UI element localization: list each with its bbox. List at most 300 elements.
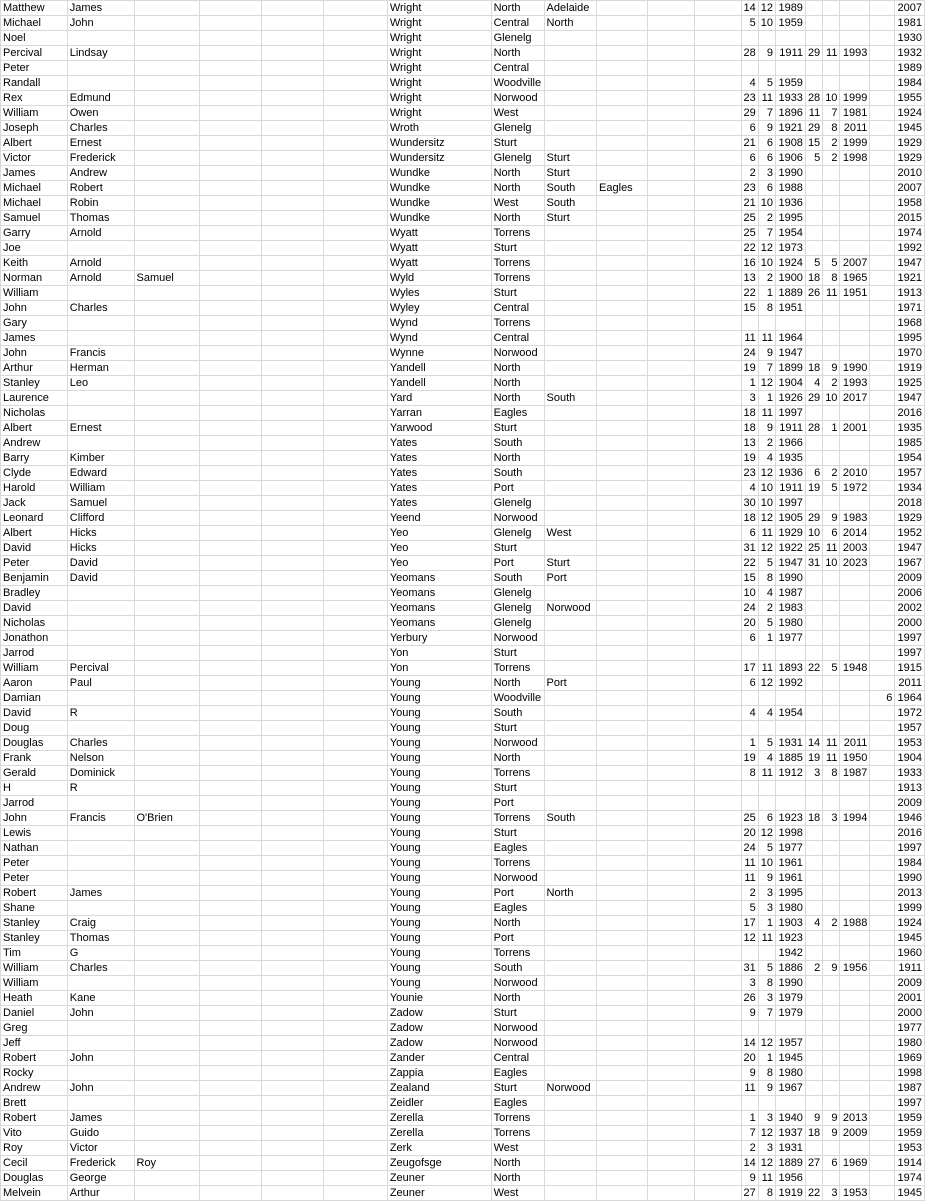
cell-club3[interactable] bbox=[597, 46, 648, 61]
cell-x6[interactable] bbox=[870, 1171, 895, 1186]
cell-middle-name[interactable]: William bbox=[67, 481, 134, 496]
cell-third-name[interactable] bbox=[134, 526, 200, 541]
cell-x3[interactable] bbox=[324, 271, 388, 286]
cell-x2[interactable] bbox=[262, 1081, 324, 1096]
cell-x2[interactable] bbox=[262, 856, 324, 871]
cell-first-name[interactable]: Jarrod bbox=[1, 646, 68, 661]
cell-x5[interactable] bbox=[695, 1081, 741, 1096]
cell-x3[interactable] bbox=[324, 736, 388, 751]
cell-first-name[interactable]: Benjamin bbox=[1, 571, 68, 586]
cell-x1[interactable] bbox=[200, 211, 262, 226]
cell-death-day[interactable] bbox=[805, 1021, 822, 1036]
cell-middle-name[interactable]: Charles bbox=[67, 736, 134, 751]
cell-birth-year[interactable] bbox=[776, 691, 806, 706]
cell-birth-day[interactable]: 9 bbox=[741, 1006, 758, 1021]
cell-x5[interactable] bbox=[695, 1171, 741, 1186]
cell-surname[interactable]: Yates bbox=[387, 496, 491, 511]
cell-birth-day[interactable]: 4 bbox=[741, 76, 758, 91]
cell-middle-name[interactable]: Nelson bbox=[67, 751, 134, 766]
cell-club2[interactable]: Norwood bbox=[544, 1081, 597, 1096]
cell-x5[interactable] bbox=[695, 331, 741, 346]
cell-x3[interactable] bbox=[324, 841, 388, 856]
cell-x5[interactable] bbox=[695, 256, 741, 271]
cell-middle-name[interactable] bbox=[67, 631, 134, 646]
cell-birth-day[interactable]: 25 bbox=[741, 811, 758, 826]
cell-x1[interactable] bbox=[200, 421, 262, 436]
cell-x4[interactable] bbox=[648, 1081, 695, 1096]
cell-club3[interactable] bbox=[597, 76, 648, 91]
cell-third-name[interactable] bbox=[134, 106, 200, 121]
cell-death-month[interactable] bbox=[823, 1081, 840, 1096]
cell-surname[interactable]: Wyatt bbox=[387, 226, 491, 241]
cell-death-day[interactable] bbox=[805, 931, 822, 946]
cell-middle-name[interactable]: Clifford bbox=[67, 511, 134, 526]
cell-first-year[interactable]: 2016 bbox=[895, 826, 925, 841]
cell-x1[interactable] bbox=[200, 436, 262, 451]
cell-club2[interactable] bbox=[544, 721, 597, 736]
cell-club3[interactable] bbox=[597, 841, 648, 856]
cell-first-name[interactable]: Andrew bbox=[1, 1081, 68, 1096]
cell-birth-day[interactable]: 9 bbox=[741, 1171, 758, 1186]
cell-x3[interactable] bbox=[324, 496, 388, 511]
cell-x3[interactable] bbox=[324, 361, 388, 376]
cell-middle-name[interactable] bbox=[67, 856, 134, 871]
cell-third-name[interactable] bbox=[134, 1081, 200, 1096]
cell-club[interactable]: Torrens bbox=[491, 256, 544, 271]
cell-birth-month[interactable]: 11 bbox=[758, 766, 775, 781]
cell-middle-name[interactable]: Dominick bbox=[67, 766, 134, 781]
cell-club[interactable]: North bbox=[491, 991, 544, 1006]
cell-x6[interactable] bbox=[870, 826, 895, 841]
cell-birth-year[interactable]: 1935 bbox=[776, 451, 806, 466]
cell-x1[interactable] bbox=[200, 121, 262, 136]
cell-x3[interactable] bbox=[324, 886, 388, 901]
cell-x4[interactable] bbox=[648, 646, 695, 661]
cell-surname[interactable]: Yarran bbox=[387, 406, 491, 421]
cell-death-day[interactable]: 22 bbox=[805, 1186, 822, 1201]
cell-birth-month[interactable] bbox=[758, 1021, 775, 1036]
cell-x1[interactable] bbox=[200, 46, 262, 61]
cell-club3[interactable] bbox=[597, 331, 648, 346]
cell-x6[interactable] bbox=[870, 751, 895, 766]
cell-x6[interactable] bbox=[870, 871, 895, 886]
cell-club2[interactable]: Sturt bbox=[544, 556, 597, 571]
cell-first-name[interactable]: Gary bbox=[1, 316, 68, 331]
cell-club[interactable]: Glenelg bbox=[491, 31, 544, 46]
cell-first-year[interactable]: 1968 bbox=[895, 316, 925, 331]
cell-death-month[interactable] bbox=[823, 871, 840, 886]
cell-club2[interactable] bbox=[544, 1156, 597, 1171]
cell-death-month[interactable] bbox=[823, 1051, 840, 1066]
cell-death-month[interactable]: 2 bbox=[823, 376, 840, 391]
cell-death-year[interactable] bbox=[840, 856, 870, 871]
cell-club3[interactable] bbox=[597, 751, 648, 766]
cell-first-name[interactable]: Clyde bbox=[1, 466, 68, 481]
cell-x5[interactable] bbox=[695, 646, 741, 661]
cell-x6[interactable] bbox=[870, 886, 895, 901]
cell-surname[interactable]: Young bbox=[387, 781, 491, 796]
cell-death-year[interactable] bbox=[840, 601, 870, 616]
cell-birth-month[interactable]: 9 bbox=[758, 871, 775, 886]
cell-x1[interactable] bbox=[200, 286, 262, 301]
cell-birth-month[interactable] bbox=[758, 946, 775, 961]
cell-club2[interactable] bbox=[544, 706, 597, 721]
cell-x3[interactable] bbox=[324, 541, 388, 556]
cell-x2[interactable] bbox=[262, 316, 324, 331]
cell-club2[interactable]: Norwood bbox=[544, 601, 597, 616]
cell-birth-year[interactable]: 1992 bbox=[776, 676, 806, 691]
cell-x3[interactable] bbox=[324, 436, 388, 451]
cell-third-name[interactable] bbox=[134, 451, 200, 466]
cell-x5[interactable] bbox=[695, 391, 741, 406]
cell-middle-name[interactable]: Percival bbox=[67, 661, 134, 676]
cell-x2[interactable] bbox=[262, 181, 324, 196]
cell-birth-day[interactable]: 1 bbox=[741, 736, 758, 751]
cell-first-name[interactable]: William bbox=[1, 976, 68, 991]
cell-death-month[interactable] bbox=[823, 931, 840, 946]
cell-x6[interactable] bbox=[870, 226, 895, 241]
cell-surname[interactable]: Young bbox=[387, 811, 491, 826]
cell-death-year[interactable] bbox=[840, 1006, 870, 1021]
cell-middle-name[interactable]: Charles bbox=[67, 961, 134, 976]
cell-x5[interactable] bbox=[695, 961, 741, 976]
cell-x5[interactable] bbox=[695, 91, 741, 106]
cell-death-day[interactable] bbox=[805, 451, 822, 466]
cell-birth-day[interactable] bbox=[741, 781, 758, 796]
cell-first-name[interactable]: Robert bbox=[1, 1051, 68, 1066]
cell-birth-year[interactable]: 1966 bbox=[776, 436, 806, 451]
cell-death-year[interactable]: 1999 bbox=[840, 91, 870, 106]
cell-surname[interactable]: Zeuner bbox=[387, 1171, 491, 1186]
cell-birth-day[interactable]: 30 bbox=[741, 496, 758, 511]
cell-club3[interactable] bbox=[597, 511, 648, 526]
cell-surname[interactable]: Young bbox=[387, 931, 491, 946]
cell-club[interactable]: Glenelg bbox=[491, 586, 544, 601]
cell-x4[interactable] bbox=[648, 1036, 695, 1051]
cell-x4[interactable] bbox=[648, 871, 695, 886]
cell-death-day[interactable] bbox=[805, 241, 822, 256]
cell-birth-day[interactable] bbox=[741, 31, 758, 46]
cell-middle-name[interactable] bbox=[67, 976, 134, 991]
cell-surname[interactable]: Young bbox=[387, 751, 491, 766]
cell-first-year[interactable]: 1913 bbox=[895, 286, 925, 301]
cell-x2[interactable] bbox=[262, 646, 324, 661]
cell-birth-month[interactable]: 4 bbox=[758, 751, 775, 766]
cell-birth-year[interactable]: 1931 bbox=[776, 1141, 806, 1156]
cell-club[interactable]: Port bbox=[491, 556, 544, 571]
cell-death-month[interactable] bbox=[823, 706, 840, 721]
cell-club2[interactable] bbox=[544, 901, 597, 916]
cell-first-name[interactable]: Vito bbox=[1, 1126, 68, 1141]
cell-death-month[interactable] bbox=[823, 1141, 840, 1156]
cell-x1[interactable] bbox=[200, 451, 262, 466]
cell-first-year[interactable]: 1953 bbox=[895, 1141, 925, 1156]
cell-x6[interactable] bbox=[870, 121, 895, 136]
cell-death-day[interactable] bbox=[805, 586, 822, 601]
cell-third-name[interactable] bbox=[134, 1021, 200, 1036]
cell-birth-day[interactable]: 7 bbox=[741, 1126, 758, 1141]
cell-x2[interactable] bbox=[262, 721, 324, 736]
cell-death-month[interactable] bbox=[823, 301, 840, 316]
cell-x5[interactable] bbox=[695, 166, 741, 181]
cell-x6[interactable] bbox=[870, 1156, 895, 1171]
cell-x5[interactable] bbox=[695, 286, 741, 301]
cell-first-name[interactable]: James bbox=[1, 166, 68, 181]
cell-death-year[interactable]: 1965 bbox=[840, 271, 870, 286]
cell-x4[interactable] bbox=[648, 766, 695, 781]
cell-surname[interactable]: Yerbury bbox=[387, 631, 491, 646]
cell-club2[interactable] bbox=[544, 1066, 597, 1081]
cell-death-year[interactable]: 2011 bbox=[840, 121, 870, 136]
cell-first-name[interactable]: Peter bbox=[1, 871, 68, 886]
cell-third-name[interactable] bbox=[134, 16, 200, 31]
cell-first-year[interactable]: 2000 bbox=[895, 616, 925, 631]
cell-x5[interactable] bbox=[695, 811, 741, 826]
cell-birth-year[interactable]: 1945 bbox=[776, 1051, 806, 1066]
cell-x6[interactable] bbox=[870, 181, 895, 196]
cell-x4[interactable] bbox=[648, 931, 695, 946]
cell-first-year[interactable]: 1921 bbox=[895, 271, 925, 286]
cell-third-name[interactable] bbox=[134, 286, 200, 301]
cell-x2[interactable] bbox=[262, 1141, 324, 1156]
cell-x4[interactable] bbox=[648, 736, 695, 751]
cell-x3[interactable] bbox=[324, 376, 388, 391]
cell-x4[interactable] bbox=[648, 421, 695, 436]
cell-x1[interactable] bbox=[200, 376, 262, 391]
cell-death-month[interactable]: 6 bbox=[823, 526, 840, 541]
cell-third-name[interactable] bbox=[134, 436, 200, 451]
cell-club[interactable]: Norwood bbox=[491, 91, 544, 106]
cell-club3[interactable] bbox=[597, 826, 648, 841]
cell-birth-day[interactable]: 19 bbox=[741, 451, 758, 466]
cell-club3[interactable] bbox=[597, 556, 648, 571]
cell-club3[interactable] bbox=[597, 766, 648, 781]
cell-club2[interactable]: North bbox=[544, 886, 597, 901]
cell-death-day[interactable] bbox=[805, 1006, 822, 1021]
cell-first-name[interactable]: Rex bbox=[1, 91, 68, 106]
cell-death-month[interactable] bbox=[823, 31, 840, 46]
cell-birth-year[interactable]: 1900 bbox=[776, 271, 806, 286]
cell-x6[interactable] bbox=[870, 841, 895, 856]
cell-death-day[interactable] bbox=[805, 211, 822, 226]
cell-death-day[interactable]: 3 bbox=[805, 766, 822, 781]
cell-third-name[interactable] bbox=[134, 316, 200, 331]
cell-x4[interactable] bbox=[648, 226, 695, 241]
cell-surname[interactable]: Wyld bbox=[387, 271, 491, 286]
cell-x2[interactable] bbox=[262, 1006, 324, 1021]
cell-death-year[interactable]: 2007 bbox=[840, 256, 870, 271]
cell-club3[interactable] bbox=[597, 316, 648, 331]
cell-first-name[interactable]: Cecil bbox=[1, 1156, 68, 1171]
cell-death-month[interactable]: 2 bbox=[823, 916, 840, 931]
cell-third-name[interactable] bbox=[134, 586, 200, 601]
cell-death-month[interactable] bbox=[823, 211, 840, 226]
cell-birth-year[interactable]: 1990 bbox=[776, 571, 806, 586]
cell-third-name[interactable] bbox=[134, 916, 200, 931]
cell-birth-month[interactable]: 5 bbox=[758, 961, 775, 976]
cell-club3[interactable] bbox=[597, 226, 648, 241]
cell-x4[interactable] bbox=[648, 796, 695, 811]
cell-club[interactable]: Sturt bbox=[491, 541, 544, 556]
cell-middle-name[interactable] bbox=[67, 871, 134, 886]
cell-middle-name[interactable]: John bbox=[67, 1006, 134, 1021]
cell-birth-month[interactable]: 5 bbox=[758, 76, 775, 91]
cell-middle-name[interactable]: Francis bbox=[67, 346, 134, 361]
cell-club2[interactable] bbox=[544, 61, 597, 76]
cell-surname[interactable]: Yeo bbox=[387, 541, 491, 556]
cell-club[interactable]: South bbox=[491, 571, 544, 586]
cell-death-day[interactable] bbox=[805, 631, 822, 646]
cell-surname[interactable]: Yates bbox=[387, 466, 491, 481]
cell-club3[interactable] bbox=[597, 976, 648, 991]
cell-x3[interactable] bbox=[324, 616, 388, 631]
cell-x5[interactable] bbox=[695, 616, 741, 631]
cell-death-day[interactable]: 4 bbox=[805, 376, 822, 391]
cell-x1[interactable] bbox=[200, 1141, 262, 1156]
cell-death-year[interactable]: 2017 bbox=[840, 391, 870, 406]
cell-club3[interactable] bbox=[597, 541, 648, 556]
cell-middle-name[interactable]: Owen bbox=[67, 106, 134, 121]
cell-death-day[interactable]: 18 bbox=[805, 361, 822, 376]
cell-death-month[interactable] bbox=[823, 76, 840, 91]
cell-middle-name[interactable] bbox=[67, 901, 134, 916]
cell-x4[interactable] bbox=[648, 301, 695, 316]
cell-birth-month[interactable]: 10 bbox=[758, 256, 775, 271]
cell-first-name[interactable]: Jack bbox=[1, 496, 68, 511]
cell-club[interactable]: Norwood bbox=[491, 1036, 544, 1051]
cell-club2[interactable] bbox=[544, 301, 597, 316]
cell-birth-year[interactable]: 1997 bbox=[776, 496, 806, 511]
cell-birth-year[interactable] bbox=[776, 1096, 806, 1111]
cell-death-year[interactable] bbox=[840, 1066, 870, 1081]
cell-birth-day[interactable]: 6 bbox=[741, 121, 758, 136]
cell-middle-name[interactable]: Samuel bbox=[67, 496, 134, 511]
cell-x1[interactable] bbox=[200, 406, 262, 421]
cell-death-month[interactable] bbox=[823, 841, 840, 856]
cell-club2[interactable] bbox=[544, 511, 597, 526]
cell-surname[interactable]: Young bbox=[387, 691, 491, 706]
cell-third-name[interactable] bbox=[134, 646, 200, 661]
cell-club3[interactable] bbox=[597, 646, 648, 661]
cell-x4[interactable] bbox=[648, 106, 695, 121]
cell-death-month[interactable]: 2 bbox=[823, 136, 840, 151]
cell-birth-year[interactable]: 1933 bbox=[776, 91, 806, 106]
cell-club[interactable]: North bbox=[491, 376, 544, 391]
cell-club[interactable]: Glenelg bbox=[491, 121, 544, 136]
cell-death-month[interactable] bbox=[823, 856, 840, 871]
cell-x6[interactable] bbox=[870, 1126, 895, 1141]
cell-death-day[interactable]: 19 bbox=[805, 751, 822, 766]
cell-birth-year[interactable]: 1908 bbox=[776, 136, 806, 151]
cell-middle-name[interactable] bbox=[67, 406, 134, 421]
cell-death-month[interactable] bbox=[823, 16, 840, 31]
cell-birth-day[interactable]: 11 bbox=[741, 856, 758, 871]
cell-club2[interactable] bbox=[544, 226, 597, 241]
cell-x3[interactable] bbox=[324, 826, 388, 841]
cell-club[interactable]: West bbox=[491, 1186, 544, 1201]
cell-first-year[interactable]: 1959 bbox=[895, 1111, 925, 1126]
cell-death-month[interactable] bbox=[823, 796, 840, 811]
cell-first-year[interactable]: 1999 bbox=[895, 901, 925, 916]
cell-middle-name[interactable]: Guido bbox=[67, 1126, 134, 1141]
cell-death-month[interactable] bbox=[823, 826, 840, 841]
cell-x6[interactable] bbox=[870, 571, 895, 586]
cell-club3[interactable] bbox=[597, 451, 648, 466]
cell-club[interactable]: Norwood bbox=[491, 976, 544, 991]
cell-first-name[interactable]: Gerald bbox=[1, 766, 68, 781]
cell-birth-year[interactable] bbox=[776, 31, 806, 46]
cell-first-name[interactable]: Michael bbox=[1, 181, 68, 196]
cell-x4[interactable] bbox=[648, 676, 695, 691]
cell-x2[interactable] bbox=[262, 376, 324, 391]
cell-club2[interactable]: South bbox=[544, 391, 597, 406]
cell-death-year[interactable] bbox=[840, 826, 870, 841]
cell-x3[interactable] bbox=[324, 106, 388, 121]
cell-first-year[interactable]: 2007 bbox=[895, 181, 925, 196]
cell-x5[interactable] bbox=[695, 631, 741, 646]
cell-third-name[interactable] bbox=[134, 241, 200, 256]
cell-x2[interactable] bbox=[262, 601, 324, 616]
cell-club2[interactable] bbox=[544, 781, 597, 796]
cell-x6[interactable] bbox=[870, 46, 895, 61]
cell-x4[interactable] bbox=[648, 481, 695, 496]
cell-x4[interactable] bbox=[648, 1006, 695, 1021]
cell-death-day[interactable] bbox=[805, 226, 822, 241]
cell-birth-year[interactable]: 1980 bbox=[776, 616, 806, 631]
cell-death-month[interactable]: 11 bbox=[823, 286, 840, 301]
cell-birth-month[interactable]: 9 bbox=[758, 346, 775, 361]
cell-x3[interactable] bbox=[324, 151, 388, 166]
cell-x4[interactable] bbox=[648, 196, 695, 211]
cell-club3[interactable] bbox=[597, 1156, 648, 1171]
cell-first-name[interactable]: Shane bbox=[1, 901, 68, 916]
cell-x6[interactable] bbox=[870, 631, 895, 646]
cell-death-year[interactable]: 1950 bbox=[840, 751, 870, 766]
cell-x6[interactable] bbox=[870, 721, 895, 736]
cell-middle-name[interactable]: Arnold bbox=[67, 271, 134, 286]
cell-death-year[interactable]: 1998 bbox=[840, 151, 870, 166]
cell-x6[interactable] bbox=[870, 361, 895, 376]
cell-club2[interactable] bbox=[544, 1126, 597, 1141]
cell-death-month[interactable] bbox=[823, 226, 840, 241]
cell-first-year[interactable]: 1945 bbox=[895, 1186, 925, 1201]
cell-birth-day[interactable]: 1 bbox=[741, 376, 758, 391]
cell-club2[interactable] bbox=[544, 241, 597, 256]
cell-x5[interactable] bbox=[695, 661, 741, 676]
cell-x2[interactable] bbox=[262, 76, 324, 91]
cell-death-year[interactable]: 1951 bbox=[840, 286, 870, 301]
cell-death-day[interactable] bbox=[805, 1081, 822, 1096]
cell-first-name[interactable]: Aaron bbox=[1, 676, 68, 691]
cell-x1[interactable] bbox=[200, 931, 262, 946]
cell-x3[interactable] bbox=[324, 421, 388, 436]
cell-birth-month[interactable]: 6 bbox=[758, 811, 775, 826]
cell-birth-day[interactable]: 24 bbox=[741, 841, 758, 856]
cell-birth-year[interactable]: 1973 bbox=[776, 241, 806, 256]
cell-death-month[interactable]: 9 bbox=[823, 361, 840, 376]
cell-birth-month[interactable] bbox=[758, 796, 775, 811]
cell-club2[interactable] bbox=[544, 331, 597, 346]
cell-birth-month[interactable]: 6 bbox=[758, 136, 775, 151]
cell-x4[interactable] bbox=[648, 886, 695, 901]
cell-x2[interactable] bbox=[262, 46, 324, 61]
cell-middle-name[interactable]: David bbox=[67, 571, 134, 586]
cell-x1[interactable] bbox=[200, 781, 262, 796]
cell-birth-month[interactable]: 12 bbox=[758, 241, 775, 256]
cell-third-name[interactable] bbox=[134, 856, 200, 871]
cell-third-name[interactable] bbox=[134, 481, 200, 496]
cell-x1[interactable] bbox=[200, 301, 262, 316]
